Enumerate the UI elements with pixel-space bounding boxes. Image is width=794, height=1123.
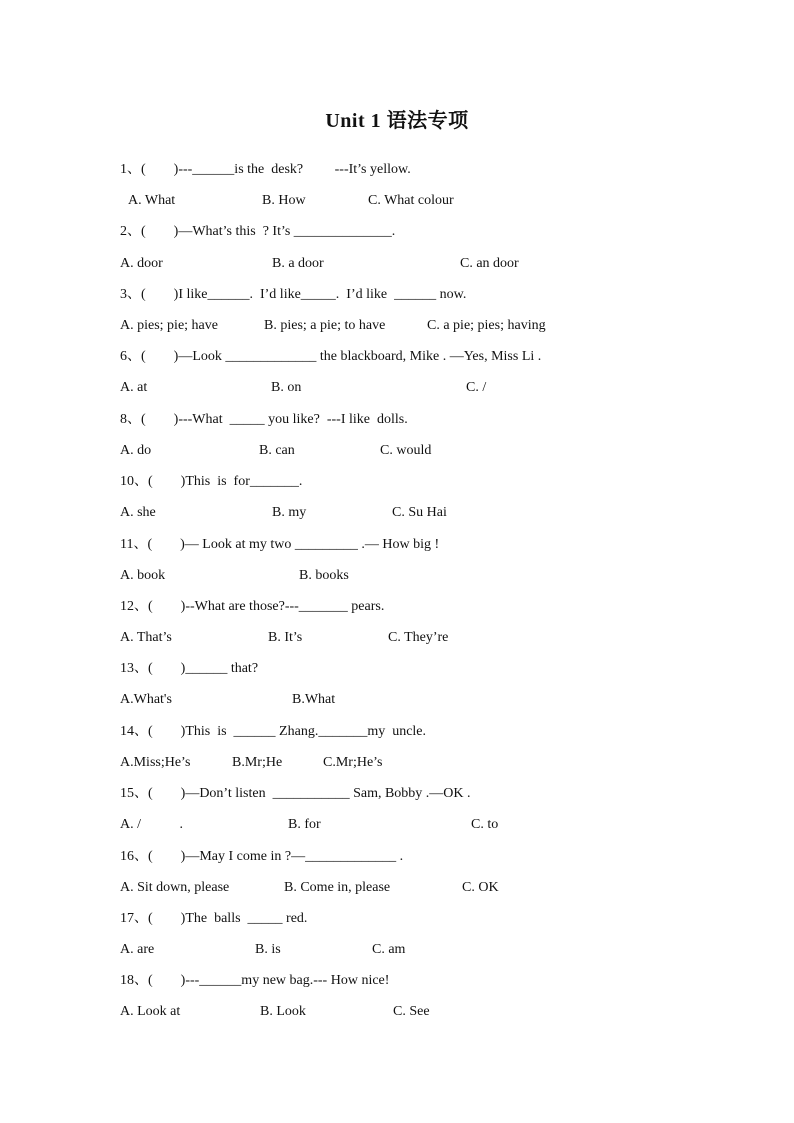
- page-title: Unit 1 语法专项: [325, 110, 469, 132]
- q18-option-b: B. Look: [260, 1004, 306, 1019]
- q6-option-a: A. at: [120, 380, 148, 395]
- question-3: 3、( )I like______. I’d like_____. I’d like ______ now.: [120, 287, 467, 302]
- q13-option-b: B.What: [292, 692, 336, 707]
- question-6: 6、( )—Look _____________ the blackboard, Mike . —Yes, Miss Li .: [120, 349, 542, 364]
- q1-option-c: C. What colour: [368, 193, 454, 208]
- q12-option-b: B. It’s: [268, 630, 303, 645]
- q12-option-c: C. They’re: [388, 630, 449, 645]
- q16-option-c: C. OK: [462, 880, 499, 895]
- q3-option-c: C. a pie; pies; having: [427, 318, 546, 333]
- q2-option-c: C. an door: [460, 256, 519, 271]
- q11-option-b: B. books: [299, 568, 349, 583]
- q17-option-b: B. is: [255, 942, 281, 957]
- q17-option-a: A. are: [120, 942, 155, 957]
- q6-option-b: B. on: [271, 380, 302, 395]
- q1-option-b: B. How: [262, 193, 306, 208]
- question-8: 8、( )---What _____ you like? ---I like dolls.: [120, 412, 408, 427]
- question-15: 15、( )—Don’t listen ___________ Sam, Bobby .—OK .: [120, 786, 471, 801]
- question-12: 12、( )--What are those?---_______ pears.: [120, 599, 385, 614]
- q3-option-b: B. pies; a pie; to have: [264, 318, 386, 333]
- q18-option-a: A. Look at: [120, 1004, 181, 1019]
- question-11: 11、( )— Look at my two _________ .— How big !: [120, 537, 440, 552]
- q14-option-c: C.Mr;He’s: [323, 755, 383, 770]
- q11-option-a: A. book: [120, 568, 166, 583]
- q8-option-b: B. can: [259, 443, 295, 458]
- q10-option-c: C. Su Hai: [392, 505, 447, 520]
- q12-option-a: A. That’s: [120, 630, 172, 645]
- q17-option-c: C. am: [372, 942, 406, 957]
- q16-option-a: A. Sit down, please: [120, 880, 230, 895]
- q14-option-b: B.Mr;He: [232, 755, 283, 770]
- question-16: 16、( )—May I come in ?—_____________ .: [120, 849, 404, 864]
- q14-option-a: A.Miss;He’s: [120, 755, 191, 770]
- q2-option-a: A. door: [120, 256, 163, 271]
- q1-option-a: A. What: [128, 193, 176, 208]
- question-1: 1、( )---______is the desk? ---It’s yellow.: [120, 162, 411, 177]
- q2-option-b: B. a door: [272, 256, 324, 271]
- question-2: 2、( )—What’s this ? It’s ______________.: [120, 224, 396, 239]
- q15-option-b: B. for: [288, 817, 321, 832]
- question-14: 14、( )This is ______ Zhang._______my uncle.: [120, 724, 427, 739]
- question-17: 17、( )The balls _____ red.: [120, 911, 308, 926]
- q13-option-a: A.What's: [120, 692, 172, 707]
- question-18: 18、( )---______my new bag.--- How nice!: [120, 973, 390, 988]
- q10-option-b: B. my: [272, 505, 307, 520]
- q6-option-c: C. /: [466, 380, 487, 395]
- q15-option-a: A. / .: [120, 817, 183, 832]
- q15-option-c: C. to: [471, 817, 499, 832]
- q3-option-a: A. pies; pie; have: [120, 318, 218, 333]
- q8-option-c: C. would: [380, 443, 432, 458]
- q16-option-b: B. Come in, please: [284, 880, 391, 895]
- question-10: 10、( )This is for_______.: [120, 474, 303, 489]
- q8-option-a: A. do: [120, 443, 152, 458]
- q18-option-c: C. See: [393, 1004, 430, 1019]
- question-13: 13、( )______ that?: [120, 661, 259, 676]
- q10-option-a: A. she: [120, 505, 156, 520]
